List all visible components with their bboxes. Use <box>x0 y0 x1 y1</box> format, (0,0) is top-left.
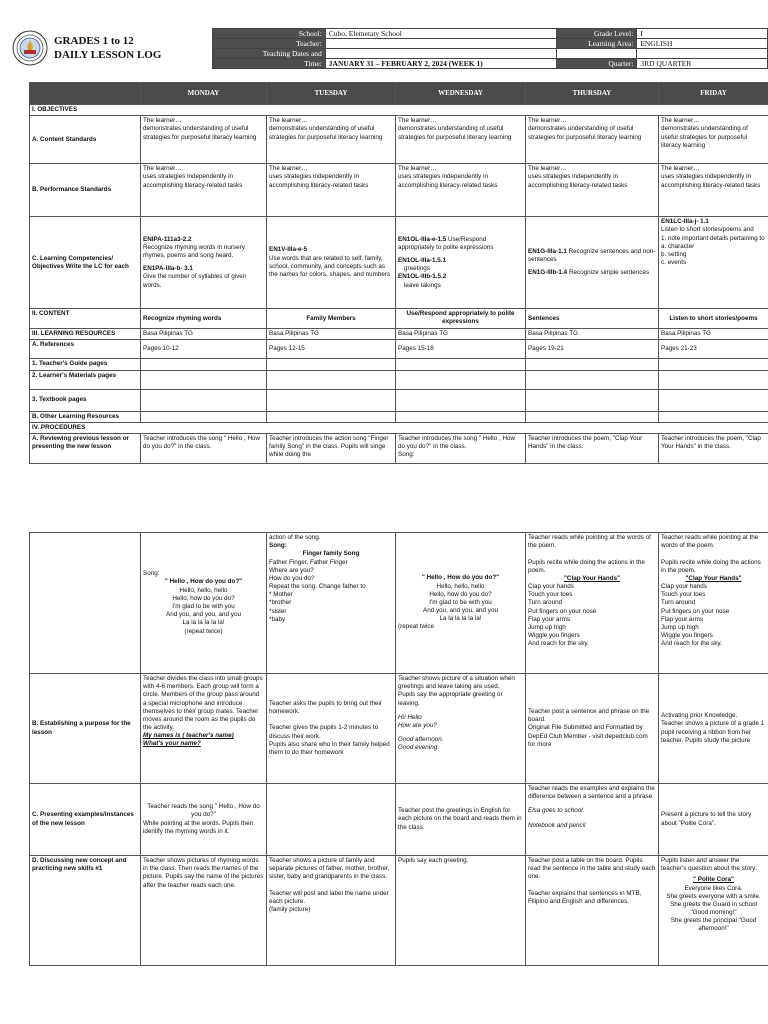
song-title: Finger family Song <box>302 550 360 558</box>
row-label-teachers-guide: 1. Teacher's Guide pages <box>30 359 141 370</box>
competency-wed <box>396 217 526 309</box>
content-standard-thu: The learner… demonstrates understanding of useful strategies for purposeful literacy learning <box>526 116 659 164</box>
review-wed: Teacher introduces the song " Hello , How do you do?" in the class. Song: <box>396 433 526 463</box>
row-label-purpose: B. Establishing a purpose for the lesson <box>30 674 141 784</box>
reference-wed: Pages 15-18 <box>396 340 526 359</box>
discussing-tue: Teacher shows a picture of family and separate pictures of father, mother, brother, sister, baby and grandparents in the class. Teacher will post and label the name under each picture. (family picture) <box>267 856 396 966</box>
row-label-learners-materials: 2. Learner's Materials pages <box>30 370 141 389</box>
competency-code: EN1G-IIIa-1.1 <box>528 247 567 255</box>
content-standard-tue: The learner… demonstrates understanding of useful strategies for purposeful literacy learning <box>267 116 396 164</box>
resource-wed: Basa Pilipinas TG <box>396 329 526 340</box>
presenting-mon <box>141 784 267 856</box>
competency-fri <box>659 217 768 309</box>
song-title: " Hello , How do you do?" <box>421 574 500 582</box>
title-line-1: GRADES 1 to 12 <box>54 35 134 47</box>
song-label: Song: <box>143 570 160 578</box>
competency-code: EN1G-IIIb-1.4 <box>528 269 568 277</box>
page-1 <box>0 0 768 480</box>
row-label-references: A. References <box>30 340 141 359</box>
resource-tue: Basa Pilipinas TG <box>267 329 396 340</box>
competency-text: Give the number of syllables of given words. <box>143 273 247 289</box>
purpose-tue: Teacher asks the pupils to bring out their homework. Teacher gives the pupils 1-2 minutes to discuss their work. Pupils also share who in their family helped them to do their homework <box>267 674 396 784</box>
review-thu: Teacher introduces the poem, "Clap Your Hands" in the class. <box>526 433 659 463</box>
lesson-table-page-2 <box>29 532 768 966</box>
presenting-song: Teacher reads the song " Hello , How do you do?" <box>147 803 260 819</box>
story-text: Everyone likes Cora. She greets everyone with a smile. She greets the Guard in school "Good morning!" She greets the principal "Good afternoon!" <box>666 884 761 933</box>
song-repeat: (repeat twice <box>398 623 435 631</box>
purpose-dialogue: What's your name? <box>143 740 201 748</box>
content-fri: Listen to short stories/poems <box>659 309 768 329</box>
dates-label-1: Teaching Dates and <box>213 49 326 59</box>
competency-text: Use words that are related to self, family, school, community, and concepts such as the names for colors, shapes, and numbers <box>269 254 391 278</box>
song-lyrics: Hello, hello, hello Hello, how do you do? I'm glad to be with you And you, and you, and you La la la la la la! (repeat twice) <box>166 586 241 635</box>
competency-code: EN1LC-IIIa-j- 1.1 <box>661 218 709 226</box>
resource-fri: Basa Pilipinas TG <box>659 329 768 340</box>
purpose-dialogue: My names is ( teacher's name) <box>143 732 234 740</box>
review-tue: Teacher introduces the action song "Finger family Song" in the class. Pupils will singe while doing the <box>267 433 396 463</box>
purpose-fri: Activating prior Knowledge. Teacher shows a picture of a grade 1 pupil receiving a ribbon from her teacher. Pupils study the picture <box>659 674 768 784</box>
page-title <box>54 34 161 62</box>
phrase-example: Notebook and pencil <box>528 821 586 829</box>
content-standard-wed: The learner… demonstrates understanding of useful strategies for purposeful literacy learning <box>396 116 526 164</box>
section-content: II. CONTENT <box>30 309 141 329</box>
story-title: " Polite Cora" <box>693 876 734 884</box>
content-thu: Sentences <box>526 309 659 329</box>
discussing-thu: Teacher post a table on the board. Pupils read the sentence in the table and study each one. Teacher explains that sentences in MTB, Filipino and English and differences. <box>526 856 659 966</box>
day-header-friday: FRIDAY <box>659 83 768 105</box>
header <box>12 28 768 72</box>
competency-text: leave takings <box>404 281 441 289</box>
school-label: School: <box>213 29 326 39</box>
performance-standard-wed: The learner… uses strategies independently in accomplishing literacy-related tasks <box>396 164 526 217</box>
grade-label: Grade Level: <box>557 29 637 39</box>
performance-standard-thu: The learner… uses strategies independently in accomplishing literacy-related tasks <box>526 164 659 217</box>
sentence-example: Elsa goes to school. <box>528 807 585 815</box>
song-label: Song: <box>269 542 287 550</box>
performance-standard-fri: The learner… uses strategies independently in accomplishing literacy-related tasks <box>659 164 768 217</box>
purpose-mon <box>141 674 267 784</box>
discussing-mon: Teacher shows pictures of rhyming words in the class. Then reads the names of the picture. Pupils say the name of the pictures after the teacher reads each one. <box>141 856 267 966</box>
row-label-textbook: 3. Textbook pages <box>30 389 141 411</box>
story-intro: Pupils listen and answer the teacher's question about the story: <box>661 857 758 873</box>
poem-text: Clap your hands Touch your toes Turn around Put fingers on your nose Flap your arms Jump up high Wiggle you fingers And reach for the sky. <box>528 583 597 648</box>
dates-label-2: Time: <box>213 59 326 69</box>
section-objectives: I. OBJECTIVES <box>30 105 768 116</box>
competency-code: EN1V-IIIa-e-5 <box>269 246 308 254</box>
teacher-value <box>325 39 557 49</box>
presenting-wed: Teacher post the greetings in English for each picture on the board and reads them in the class. <box>396 784 526 856</box>
competency-code: EN1OL-IIIa-e-1.5 <box>398 235 447 243</box>
reference-fri: Pages 21-23 <box>659 340 768 359</box>
song-lyrics: Father Finger, Father Finger Where are you? How do you do? Repeat the song. Change father to * Mother *brother *sister *baby <box>269 558 366 623</box>
content-mon: Recognize rhyming words <box>141 309 267 329</box>
competency-code: ENIPA-111a3-2.2 <box>143 235 192 243</box>
purpose-thu: Teacher post a sentence and phrase on the board. Original File Submitted and Formatted by DepEd Club Member - visit depedclub.com for more <box>526 674 659 784</box>
competency-mon <box>141 217 267 309</box>
competency-text: Recognize sentences and non-sentences <box>528 247 656 264</box>
lesson-table-page-1 <box>29 82 768 464</box>
day-header-thursday: THURSDAY <box>526 83 659 105</box>
greeting-examples: Good afternoon. Good evening. <box>398 736 444 752</box>
competency-text: Recognize rhyming words in nursery rhymes, poems and song heard. <box>143 243 245 259</box>
header-info-table <box>212 28 768 69</box>
day-header-tuesday: TUESDAY <box>267 83 396 105</box>
day-header-wednesday: WEDNESDAY <box>396 83 526 105</box>
row-label-reviewing: A. Reviewing previous lesson or presenting the new lesson <box>30 433 141 463</box>
competency-text: Recognize simple sentences <box>568 269 650 277</box>
review-mon: Teacher introduces the song " Hello , How do you do?" in the class. <box>141 433 267 463</box>
discussing-fri <box>659 856 768 966</box>
poem-intro: Teacher reads while pointing at the words of the poem. Pupils recite while doing the actions in the poem. <box>528 534 651 574</box>
greeting-examples: Hi! Hello How are you? <box>398 713 437 729</box>
discussing-wed: Pupils say each greeting. <box>396 856 526 966</box>
review-song-mon <box>141 533 267 674</box>
grade-value: I <box>637 29 768 39</box>
purpose-wed <box>396 674 526 784</box>
presenting-text: While pointing at the words. Pupils then identify the rhyming words in it. <box>143 819 254 835</box>
song-title: " Hello , How do you do?" <box>164 578 243 586</box>
school-value: Cubo, Elemetaty School <box>325 29 557 39</box>
song-intro: action of the song. <box>269 534 321 541</box>
competency-code: EN1OL-IIIa-1.5.1 <box>398 257 446 264</box>
deped-seal-logo <box>12 30 48 66</box>
area-value: ENGLISH <box>637 39 768 49</box>
competency-text: Use/Respond appropriately to polite expressions <box>398 235 494 251</box>
reference-tue: Pages 12-15 <box>267 340 396 359</box>
row-label-discussing: D. Discussing new concept and practicing new skills #1 <box>30 856 141 966</box>
competency-text: greetings <box>404 265 430 273</box>
row-label-presenting: C. Presenting examples/instances of the new lesson <box>30 784 141 856</box>
content-standard-fri: The learner… demonstrates understanding of useful strategies for purposeful literacy learning <box>659 116 768 164</box>
review-fri: Teacher introduces the poem, "Clap Your Hands" in the class. <box>659 433 768 463</box>
reference-thu: Pages 19-21 <box>526 340 659 359</box>
review-song-wed <box>396 533 526 674</box>
title-line-2: DAILY LESSON LOG <box>54 49 162 61</box>
quarter-value: 3RD QUARTER <box>637 59 768 69</box>
review-song-tue <box>267 533 396 674</box>
song-lyrics: Hello, hello, hello Hello, how do you do? I'm glad to be with you And you, and you, and you La la la la la la! <box>423 582 498 623</box>
quarter-label: Quarter: <box>557 59 637 69</box>
resource-mon: Basa Pilipinas TG <box>141 329 267 340</box>
reference-mon: Pages 10-12 <box>141 340 267 359</box>
review-poem-thu <box>526 533 659 674</box>
row-label-competencies: C. Learning Competencies/ Objectives Write the LC for each <box>30 217 141 309</box>
section-procedures: IV. PROCEDURES <box>30 422 768 433</box>
presenting-fri: Present a picture to tell the story about "Polite Cora". <box>659 784 768 856</box>
row-label-other-resources: B. Other Learning Resources <box>30 411 141 422</box>
presenting-thu <box>526 784 659 856</box>
dates-value: JANUARY 31 – FEBRUARY 2, 2024 (WEEK 1) <box>325 59 557 69</box>
presenting-text: Teacher reads the examples and explains the difference between a sentence and a phrase. <box>528 785 655 801</box>
content-standard-mon: The learner… demonstrates understanding of useful strategies for purposeful literacy learning <box>141 116 267 164</box>
row-label-performance-standards: B. Performance Standards <box>30 164 141 217</box>
poem-title: "Clap Your Hands" <box>685 574 742 582</box>
competency-code: EN1PA-IIIa-b- 3.1 <box>143 265 193 273</box>
content-wed: Use/Respond appropriately to polite expressions <box>396 309 526 329</box>
teacher-label: Teacher: <box>213 39 326 49</box>
competency-code: EN1OL-IIIb-1.5.2 <box>398 273 447 281</box>
competency-text: Listen to short stories/poems and 1. note important details pertaining to a. character b. setting c. events <box>661 226 765 267</box>
content-tue: Family Members <box>267 309 396 329</box>
competency-thu <box>526 217 659 309</box>
purpose-text: Teacher shows picture of a situation when greetings and leave taking are used. Pupils say the appropriate greeting or leaving. <box>398 675 515 707</box>
performance-standard-mon: The learner… uses strategies independently in accomplishing literacy-related tasks <box>141 164 267 217</box>
presenting-tue <box>267 784 396 856</box>
poem-title: "Clap Your Hands" <box>563 574 621 582</box>
poem-intro: Teacher reads while pointing at the words of the poem. Pupils recite while doing the actions in the poem. <box>661 534 761 574</box>
resource-thu: Basa Pilipinas TG <box>526 329 659 340</box>
review-poem-fri <box>659 533 768 674</box>
purpose-text: Teacher divides the class into small groups with 4-6 members. Each group will form a circle. Members of the group pass around a special microphone and introduce themselves to their group mates. Teacher moves around the room as the pupils do the activity. <box>143 675 263 732</box>
performance-standard-tue: The learner… uses strategies independently in accomplishing literacy-related tasks <box>267 164 396 217</box>
competency-tue <box>267 217 396 309</box>
day-header-monday: MONDAY <box>141 83 267 105</box>
area-label: Learning Area: <box>557 39 637 49</box>
section-resources: III. LEARNING RESOURCES <box>30 329 141 340</box>
poem-text: Clap your hands Touch your toes Turn around Put fingers on your nose Flap your arms Jump up high Wiggle you fingers And reach for the sky. <box>661 583 730 648</box>
row-label-content-standards: A. Content Standards <box>30 116 141 164</box>
page-2 <box>0 532 768 982</box>
